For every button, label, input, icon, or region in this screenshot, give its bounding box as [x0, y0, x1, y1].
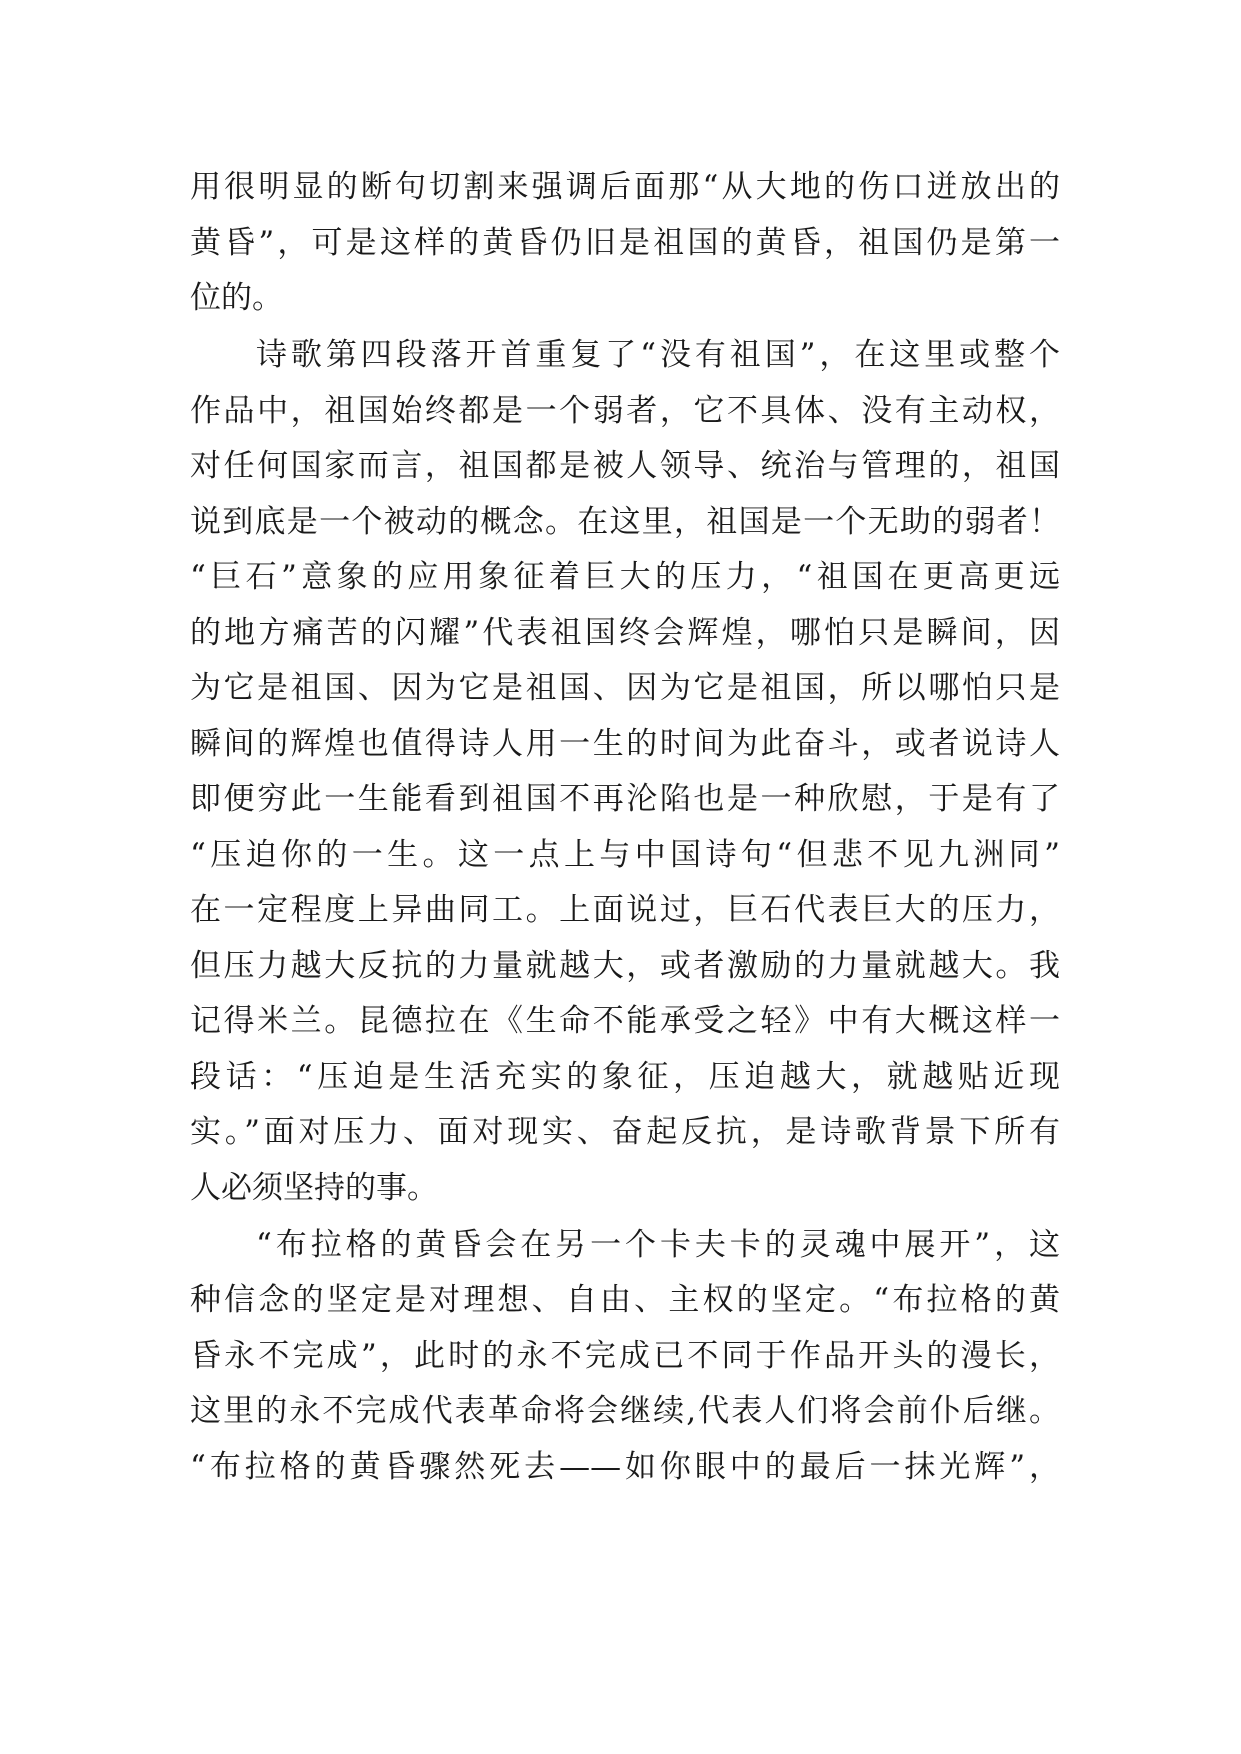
text-line: 记得米兰。昆德拉在《生命不能承受之轻》中有大概这样一 [190, 1003, 1060, 1039]
text-line: 说到底是一个被动的概念。在这里，祖国是一个无助的弱者！ [190, 503, 1060, 540]
text-line: 段话：“压迫是生活充实的象征，压迫越大，就越贴近现 [190, 1058, 1060, 1095]
text-line: 人必须坚持的事。 [190, 1169, 438, 1206]
text-line: “布拉格的黄昏骤然死去——如你眼中的最后一抹光辉”， [190, 1448, 1060, 1485]
text-line: 用很明显的断句切割来强调后面那“从大地的伤口迸放出的 [190, 169, 1060, 205]
text-line: 诗歌第四段落开首重复了“没有祖国”，在这里或整个 [256, 337, 1060, 373]
text-line: 的地方痛苦的闪耀”代表祖国终会辉煌，哪怕只是瞬间，因 [190, 614, 1060, 651]
text-line: 瞬间的辉煌也值得诗人用一生的时间为此奋斗，或者说诗人 [190, 725, 1060, 762]
text-line: 但压力越大反抗的力量就越大，或者激励的力量就越大。我 [190, 947, 1060, 984]
text-line: 作品中，祖国始终都是一个弱者，它不具体、没有主动权， [190, 392, 1060, 429]
text-line: 为它是祖国、因为它是祖国、因为它是祖国，所以哪怕只是 [190, 670, 1060, 706]
text-line: “布拉格的黄昏会在另一个卡夫卡的灵魂中展开”，这 [256, 1226, 1060, 1263]
text-line: 黄昏”，可是这样的黄昏仍旧是祖国的黄昏，祖国仍是第一 [190, 224, 1060, 261]
document-body [190, 160, 1060, 1495]
text-line: “压迫你的一生。这一点上与中国诗句“但悲不见九洲同” [190, 836, 1060, 873]
text-line: “巨石”意象的应用象征着巨大的压力，“祖国在更高更远 [190, 559, 1060, 595]
text-line: 对任何国家而言，祖国都是被人领导、统治与管理的，祖国 [190, 448, 1060, 484]
text-line: 在一定程度上异曲同工。上面说过，巨石代表巨大的压力， [190, 892, 1060, 928]
paragraph [190, 1218, 1060, 1496]
text-line: 这里的永不完成代表革命将会继续,代表人们将会前仆后继。 [190, 1393, 1060, 1429]
text-line: 昏永不完成”，此时的永不完成已不同于作品开头的漫长， [190, 1337, 1060, 1374]
paragraph [190, 160, 1060, 327]
text-line: 即便穷此一生能看到祖国不再沦陷也是一种欣慰，于是有了 [190, 781, 1060, 817]
text-line: 实。”面对压力、面对现实、奋起反抗，是诗歌背景下所有 [190, 1114, 1060, 1150]
text-line: 种信念的坚定是对理想、自由、主权的坚定。“布拉格的黄 [190, 1282, 1060, 1318]
text-line: 位的。 [190, 280, 283, 316]
paragraph [190, 328, 1060, 1216]
